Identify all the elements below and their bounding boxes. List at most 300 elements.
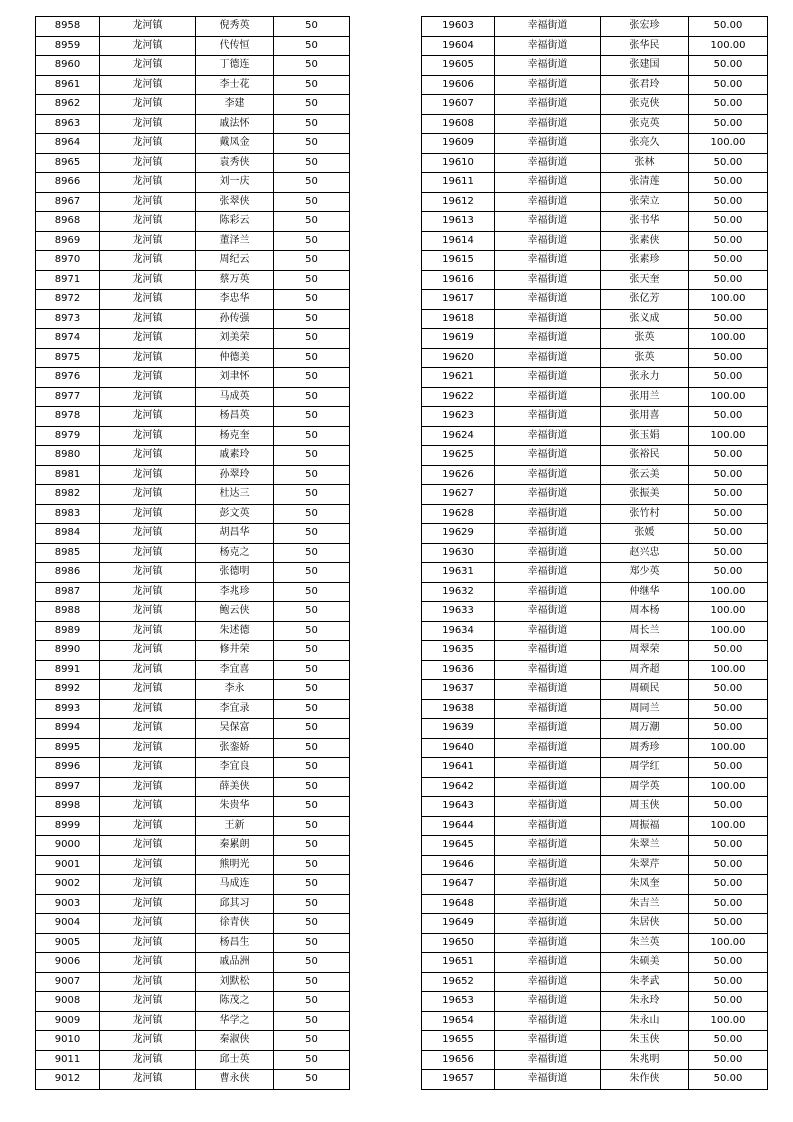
name-cell: 李兆珍: [196, 582, 274, 602]
name-cell: 朱作侠: [601, 1070, 689, 1090]
serial-number-cell: 8967: [36, 192, 100, 212]
amount-cell: 50.00: [689, 563, 768, 583]
table-row: [422, 504, 768, 524]
amount-cell: 50: [274, 134, 350, 154]
amount-cell: 50.00: [689, 231, 768, 251]
name-cell: 张翠侠: [196, 192, 274, 212]
table-row: [36, 426, 350, 446]
name-cell: 周纪云: [196, 251, 274, 271]
amount-cell: 100.00: [689, 933, 768, 953]
amount-cell: 50: [274, 1050, 350, 1070]
amount-cell: 50: [274, 914, 350, 934]
name-cell: 张永力: [601, 368, 689, 388]
amount-cell: 50: [274, 368, 350, 388]
amount-cell: 50: [274, 563, 350, 583]
amount-cell: 50: [274, 777, 350, 797]
table-row: [36, 270, 350, 290]
township-cell: 龙河镇: [100, 641, 196, 661]
name-cell: 代传恒: [196, 36, 274, 56]
township-cell: 龙河镇: [100, 504, 196, 524]
township-cell: 龙河镇: [100, 387, 196, 407]
township-cell: 幸福街道: [495, 699, 601, 719]
table-row: [422, 368, 768, 388]
serial-number-cell: 19626: [422, 465, 495, 485]
name-cell: 张素侠: [601, 231, 689, 251]
amount-cell: 50: [274, 621, 350, 641]
table-row: [422, 290, 768, 310]
serial-number-cell: 9011: [36, 1050, 100, 1070]
township-cell: 龙河镇: [100, 680, 196, 700]
amount-cell: 50: [274, 251, 350, 271]
amount-cell: 50.00: [689, 992, 768, 1012]
serial-number-cell: 8997: [36, 777, 100, 797]
serial-number-cell: 9012: [36, 1070, 100, 1090]
table-row: [422, 485, 768, 505]
amount-cell: 50: [274, 1031, 350, 1051]
table-row: [36, 290, 350, 310]
amount-cell: 50.00: [689, 719, 768, 739]
amount-cell: 50: [274, 992, 350, 1012]
table-row: [422, 1070, 768, 1090]
name-cell: 朱述德: [196, 621, 274, 641]
township-cell: 龙河镇: [100, 485, 196, 505]
township-cell: 幸福街道: [495, 270, 601, 290]
name-cell: 周万潮: [601, 719, 689, 739]
serial-number-cell: 19634: [422, 621, 495, 641]
table-row: [36, 153, 350, 173]
township-cell: 龙河镇: [100, 894, 196, 914]
township-cell: 幸福街道: [495, 212, 601, 232]
table-row: [36, 231, 350, 251]
amount-cell: 100.00: [689, 134, 768, 154]
amount-cell: 50: [274, 797, 350, 817]
table-row: [422, 621, 768, 641]
township-cell: 幸福街道: [495, 972, 601, 992]
serial-number-cell: 9008: [36, 992, 100, 1012]
serial-number-cell: 8972: [36, 290, 100, 310]
table-row: [36, 524, 350, 544]
table-row: [422, 816, 768, 836]
serial-number-cell: 19640: [422, 738, 495, 758]
table-row: [422, 797, 768, 817]
name-cell: 周本杨: [601, 602, 689, 622]
township-cell: 龙河镇: [100, 563, 196, 583]
name-cell: 华学之: [196, 1011, 274, 1031]
table-row: [36, 1070, 350, 1090]
table-row: [422, 387, 768, 407]
township-cell: 龙河镇: [100, 95, 196, 115]
name-cell: 丁德连: [196, 56, 274, 76]
name-cell: 张英: [601, 329, 689, 349]
table-row: [36, 992, 350, 1012]
name-cell: 张媛: [601, 524, 689, 544]
name-cell: 倪秀英: [196, 17, 274, 37]
township-cell: 幸福街道: [495, 1050, 601, 1070]
amount-cell: 50: [274, 855, 350, 875]
table-row: [36, 680, 350, 700]
township-cell: 龙河镇: [100, 348, 196, 368]
township-cell: 幸福街道: [495, 153, 601, 173]
amount-cell: 50: [274, 17, 350, 37]
serial-number-cell: 8983: [36, 504, 100, 524]
amount-cell: 50.00: [689, 894, 768, 914]
name-cell: 张振美: [601, 485, 689, 505]
name-cell: 薛美侠: [196, 777, 274, 797]
township-cell: 幸福街道: [495, 816, 601, 836]
name-cell: 修井荣: [196, 641, 274, 661]
table-row: [36, 797, 350, 817]
amount-cell: 50.00: [689, 699, 768, 719]
amount-cell: 50.00: [689, 1070, 768, 1090]
township-cell: 幸福街道: [495, 1011, 601, 1031]
township-cell: 龙河镇: [100, 270, 196, 290]
serial-number-cell: 8990: [36, 641, 100, 661]
table-row: [36, 875, 350, 895]
amount-cell: 50: [274, 426, 350, 446]
township-cell: 龙河镇: [100, 114, 196, 134]
township-cell: 幸福街道: [495, 387, 601, 407]
township-cell: 幸福街道: [495, 95, 601, 115]
table-row: [422, 972, 768, 992]
amount-cell: 50.00: [689, 914, 768, 934]
township-cell: 龙河镇: [100, 699, 196, 719]
amount-cell: 50: [274, 407, 350, 427]
name-cell: 周同兰: [601, 699, 689, 719]
amount-cell: 50: [274, 173, 350, 193]
name-cell: 周硕民: [601, 680, 689, 700]
serial-number-cell: 8962: [36, 95, 100, 115]
township-cell: 龙河镇: [100, 17, 196, 37]
name-cell: 张清莲: [601, 173, 689, 193]
table-row: [36, 17, 350, 37]
serial-number-cell: 19608: [422, 114, 495, 134]
township-cell: 幸福街道: [495, 1070, 601, 1090]
name-cell: 陈彩云: [196, 212, 274, 232]
serial-number-cell: 19643: [422, 797, 495, 817]
amount-cell: 50.00: [689, 836, 768, 856]
amount-cell: 50.00: [689, 641, 768, 661]
serial-number-cell: 9005: [36, 933, 100, 953]
right-data-table: [421, 16, 768, 1090]
amount-cell: 50: [274, 153, 350, 173]
township-cell: 龙河镇: [100, 446, 196, 466]
table-row: [422, 1050, 768, 1070]
amount-cell: 50: [274, 836, 350, 856]
name-cell: 李永: [196, 680, 274, 700]
township-cell: 龙河镇: [100, 953, 196, 973]
table-row: [36, 1031, 350, 1051]
table-row: [36, 699, 350, 719]
serial-number-cell: 8973: [36, 309, 100, 329]
serial-number-cell: 19622: [422, 387, 495, 407]
table-row: [422, 699, 768, 719]
township-cell: 龙河镇: [100, 1011, 196, 1031]
serial-number-cell: 19654: [422, 1011, 495, 1031]
name-cell: 张亿芳: [601, 290, 689, 310]
table-row: [36, 407, 350, 427]
township-cell: 幸福街道: [495, 875, 601, 895]
township-cell: 龙河镇: [100, 582, 196, 602]
amount-cell: 50.00: [689, 485, 768, 505]
table-row: [422, 17, 768, 37]
serial-number-cell: 19638: [422, 699, 495, 719]
table-row: [422, 855, 768, 875]
name-cell: 张林: [601, 153, 689, 173]
amount-cell: 50.00: [689, 1050, 768, 1070]
name-cell: 张用兰: [601, 387, 689, 407]
serial-number-cell: 8960: [36, 56, 100, 76]
name-cell: 杜达三: [196, 485, 274, 505]
serial-number-cell: 8964: [36, 134, 100, 154]
amount-cell: 50.00: [689, 524, 768, 544]
table-row: [36, 56, 350, 76]
serial-number-cell: 19647: [422, 875, 495, 895]
amount-cell: 50.00: [689, 270, 768, 290]
serial-number-cell: 8986: [36, 563, 100, 583]
township-cell: 龙河镇: [100, 933, 196, 953]
amount-cell: 50.00: [689, 251, 768, 271]
name-cell: 蔡万英: [196, 270, 274, 290]
table-row: [36, 953, 350, 973]
serial-number-cell: 8988: [36, 602, 100, 622]
amount-cell: 50: [274, 290, 350, 310]
serial-number-cell: 8994: [36, 719, 100, 739]
township-cell: 龙河镇: [100, 1050, 196, 1070]
township-cell: 龙河镇: [100, 75, 196, 95]
amount-cell: 50.00: [689, 797, 768, 817]
amount-cell: 50.00: [689, 368, 768, 388]
township-cell: 龙河镇: [100, 836, 196, 856]
name-cell: 李宜良: [196, 758, 274, 778]
serial-number-cell: 8974: [36, 329, 100, 349]
name-cell: 仲德美: [196, 348, 274, 368]
name-cell: 杨昌英: [196, 407, 274, 427]
table-row: [422, 543, 768, 563]
township-cell: 幸福街道: [495, 855, 601, 875]
serial-number-cell: 19627: [422, 485, 495, 505]
township-cell: 龙河镇: [100, 602, 196, 622]
serial-number-cell: 8982: [36, 485, 100, 505]
table-row: [36, 563, 350, 583]
amount-cell: 50: [274, 1011, 350, 1031]
table-row: [422, 1031, 768, 1051]
amount-cell: 50.00: [689, 192, 768, 212]
amount-cell: 50: [274, 894, 350, 914]
table-row: [422, 114, 768, 134]
serial-number-cell: 9003: [36, 894, 100, 914]
township-cell: 龙河镇: [100, 816, 196, 836]
table-row: [36, 836, 350, 856]
name-cell: 胡昌华: [196, 524, 274, 544]
township-cell: 幸福街道: [495, 17, 601, 37]
serial-number-cell: 8958: [36, 17, 100, 37]
table-row: [36, 485, 350, 505]
table-row: [422, 56, 768, 76]
table-row: [36, 309, 350, 329]
table-row: [36, 75, 350, 95]
table-row: [422, 992, 768, 1012]
name-cell: 刘聿怀: [196, 368, 274, 388]
name-cell: 朱兆明: [601, 1050, 689, 1070]
serial-number-cell: 8969: [36, 231, 100, 251]
name-cell: 袁秀侠: [196, 153, 274, 173]
table-row: [422, 212, 768, 232]
amount-cell: 100.00: [689, 660, 768, 680]
table-row: [36, 1050, 350, 1070]
amount-cell: 50: [274, 758, 350, 778]
table-row: [36, 758, 350, 778]
table-row: [422, 660, 768, 680]
serial-number-cell: 19619: [422, 329, 495, 349]
amount-cell: 50: [274, 816, 350, 836]
name-cell: 张宏珍: [601, 17, 689, 37]
table-row: [422, 602, 768, 622]
table-row: [36, 972, 350, 992]
amount-cell: 50: [274, 972, 350, 992]
name-cell: 朱吉兰: [601, 894, 689, 914]
township-cell: 龙河镇: [100, 212, 196, 232]
table-row: [36, 36, 350, 56]
serial-number-cell: 19605: [422, 56, 495, 76]
name-cell: 刘默松: [196, 972, 274, 992]
township-cell: 幸福街道: [495, 582, 601, 602]
name-cell: 朱玉侠: [601, 1031, 689, 1051]
table-row: [422, 719, 768, 739]
amount-cell: 50: [274, 953, 350, 973]
amount-cell: 50: [274, 114, 350, 134]
table-row: [422, 231, 768, 251]
table-row: [422, 582, 768, 602]
table-row: [422, 524, 768, 544]
name-cell: 朱凤奎: [601, 875, 689, 895]
table-row: [36, 738, 350, 758]
serial-number-cell: 8977: [36, 387, 100, 407]
serial-number-cell: 19630: [422, 543, 495, 563]
serial-number-cell: 8968: [36, 212, 100, 232]
name-cell: 张玉娟: [601, 426, 689, 446]
amount-cell: 50: [274, 699, 350, 719]
township-cell: 幸福街道: [495, 329, 601, 349]
serial-number-cell: 8971: [36, 270, 100, 290]
name-cell: 周长兰: [601, 621, 689, 641]
serial-number-cell: 19632: [422, 582, 495, 602]
township-cell: 幸福街道: [495, 251, 601, 271]
name-cell: 朱永山: [601, 1011, 689, 1031]
serial-number-cell: 19606: [422, 75, 495, 95]
serial-number-cell: 19625: [422, 446, 495, 466]
serial-number-cell: 9000: [36, 836, 100, 856]
amount-cell: 50: [274, 231, 350, 251]
name-cell: 张亮久: [601, 134, 689, 154]
table-row: [36, 329, 350, 349]
name-cell: 张义成: [601, 309, 689, 329]
amount-cell: 50.00: [689, 446, 768, 466]
table-row: [36, 719, 350, 739]
amount-cell: 50.00: [689, 953, 768, 973]
amount-cell: 50.00: [689, 758, 768, 778]
left-data-table: [35, 16, 350, 1090]
amount-cell: 50: [274, 660, 350, 680]
name-cell: 朱硕美: [601, 953, 689, 973]
table-row: [422, 153, 768, 173]
name-cell: 杨克奎: [196, 426, 274, 446]
township-cell: 龙河镇: [100, 368, 196, 388]
township-cell: 幸福街道: [495, 348, 601, 368]
name-cell: 戚素玲: [196, 446, 274, 466]
serial-number-cell: 8985: [36, 543, 100, 563]
name-cell: 周振福: [601, 816, 689, 836]
township-cell: 龙河镇: [100, 329, 196, 349]
amount-cell: 50.00: [689, 17, 768, 37]
amount-cell: 50: [274, 504, 350, 524]
table-row: [36, 641, 350, 661]
name-cell: 吴保富: [196, 719, 274, 739]
amount-cell: 50: [274, 1070, 350, 1090]
township-cell: 龙河镇: [100, 231, 196, 251]
name-cell: 张克侠: [601, 95, 689, 115]
township-cell: 幸福街道: [495, 758, 601, 778]
serial-number-cell: 19645: [422, 836, 495, 856]
township-cell: 幸福街道: [495, 36, 601, 56]
name-cell: 朱永玲: [601, 992, 689, 1012]
amount-cell: 50: [274, 680, 350, 700]
name-cell: 张天奎: [601, 270, 689, 290]
name-cell: 周学英: [601, 777, 689, 797]
name-cell: 周翠荣: [601, 641, 689, 661]
serial-number-cell: 19607: [422, 95, 495, 115]
name-cell: 戴凤金: [196, 134, 274, 154]
amount-cell: 50.00: [689, 75, 768, 95]
name-cell: 周齐超: [601, 660, 689, 680]
serial-number-cell: 9009: [36, 1011, 100, 1031]
table-row: [36, 387, 350, 407]
township-cell: 龙河镇: [100, 621, 196, 641]
table-row: [422, 953, 768, 973]
serial-number-cell: 8995: [36, 738, 100, 758]
table-row: [36, 192, 350, 212]
township-cell: 幸福街道: [495, 836, 601, 856]
name-cell: 郑少英: [601, 563, 689, 583]
name-cell: 张裕民: [601, 446, 689, 466]
name-cell: 张竹村: [601, 504, 689, 524]
amount-cell: 50.00: [689, 543, 768, 563]
township-cell: 龙河镇: [100, 719, 196, 739]
serial-number-cell: 9002: [36, 875, 100, 895]
township-cell: 龙河镇: [100, 192, 196, 212]
name-cell: 戚品洲: [196, 953, 274, 973]
table-row: [422, 680, 768, 700]
name-cell: 周学红: [601, 758, 689, 778]
name-cell: 张书华: [601, 212, 689, 232]
amount-cell: 50.00: [689, 1031, 768, 1051]
serial-number-cell: 19653: [422, 992, 495, 1012]
township-cell: 龙河镇: [100, 290, 196, 310]
table-row: [422, 563, 768, 583]
serial-number-cell: 8966: [36, 173, 100, 193]
amount-cell: 100.00: [689, 582, 768, 602]
township-cell: 龙河镇: [100, 875, 196, 895]
amount-cell: 100.00: [689, 387, 768, 407]
table-row: [36, 855, 350, 875]
table-row: [422, 875, 768, 895]
serial-number-cell: 8976: [36, 368, 100, 388]
table-row: [36, 134, 350, 154]
name-cell: 李宜录: [196, 699, 274, 719]
serial-number-cell: 19655: [422, 1031, 495, 1051]
amount-cell: 100.00: [689, 426, 768, 446]
table-row: [422, 173, 768, 193]
serial-number-cell: 19623: [422, 407, 495, 427]
